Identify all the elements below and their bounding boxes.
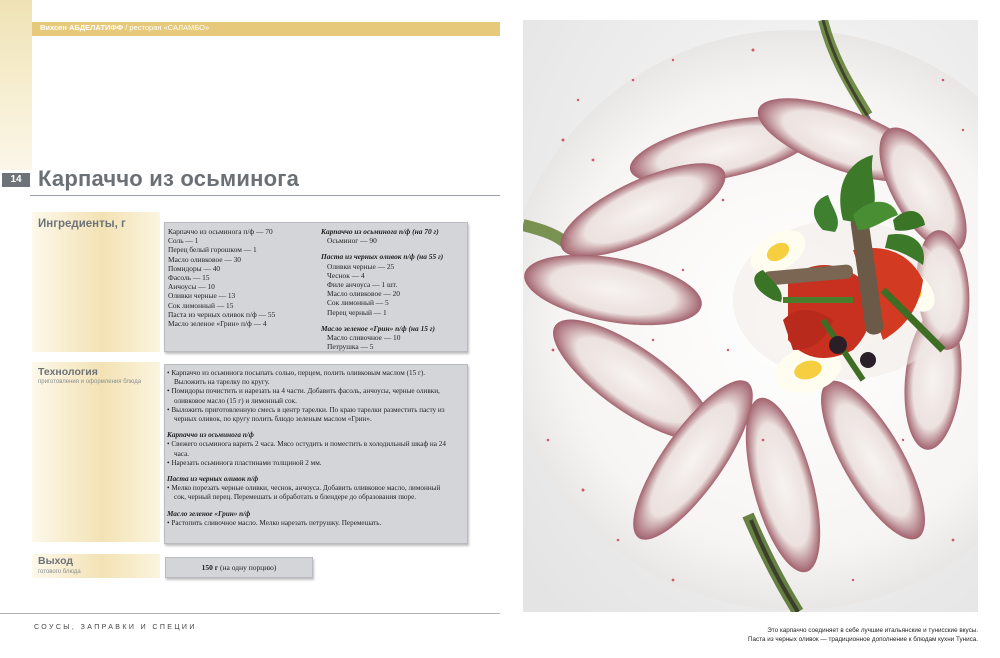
technology-step: • Свежего осьминога варить 2 часа. Мясо остудить и поместить в холодильный шкаф на 24 часа.	[167, 440, 447, 458]
ingredient-item: Масло оливковое — 30	[168, 254, 241, 264]
title-divider	[30, 195, 500, 196]
ingredient-group-title: Паста из черных оливок п/ф (на 55 г)	[321, 252, 444, 262]
ingredient-item: Чеснок — 4	[327, 270, 365, 280]
ingredient-item: Помидоры — 40	[168, 263, 221, 273]
octopus-carpaccio-photo-illustration	[523, 20, 978, 612]
technology-subsection-title: Паста из черных оливок п/ф	[167, 475, 259, 484]
ingredient-item: Паста из черных оливок п/ф — 55	[168, 309, 276, 319]
dish-photo	[523, 20, 978, 612]
yield-note: (на одну порцию)	[220, 563, 277, 572]
technology-subsection-title: Карпаччо из осьминога п/ф	[167, 431, 254, 440]
technology-text	[167, 369, 447, 528]
photo-caption	[748, 626, 978, 644]
technology-label-background	[32, 362, 160, 542]
ingredient-item: Анчоусы — 10	[168, 282, 215, 292]
ingredient-item: Соль — 1	[168, 236, 199, 246]
ingredient-item: Масло оливковое — 20	[327, 289, 400, 299]
ingredients-label-background	[32, 212, 160, 352]
footer-divider	[0, 613, 500, 614]
ingredient-item: Перец белый горошком — 1	[168, 245, 257, 255]
technology-step: • Выложить приготовленную смесь в центр тарелки. По краю тарелки разместить пасту из черных оливок, по кругу полить блюдо зеленым маслом «Грин».	[167, 406, 447, 424]
header-author: Вихсен АБДЕЛАТИФФ	[40, 23, 124, 32]
ingredient-group-title: Карпаччо из осьминога п/ф (на 70 г)	[321, 227, 439, 236]
running-footer: СОУСЫ, ЗАПРАВКИ И СПЕЦИИ	[34, 624, 197, 631]
technology-subsection-title: Масло зеленое «Грин» п/ф	[167, 509, 251, 518]
ingredient-item: Карпаччо из осьминога п/ф — 70	[168, 227, 273, 236]
yield-amount: 150 г	[201, 563, 219, 572]
ingredient-item: Оливки черные — 25	[327, 261, 395, 271]
technology-step: • Мелко порезать черные оливки, чеснок, анчоуса. Добавить оливковое масло, лимонный сок, черный перец. Перемешать и обработать в блендере до образования пюре.	[167, 484, 447, 502]
technology-heading: Технология	[38, 366, 98, 378]
technology-step: • Карпаччо из осьминога посыпать солью, перцем, полить оливковым маслом (15 г). Выложить на тарелку по кругу.	[167, 369, 447, 387]
ingredient-item: Петрушка — 5	[327, 342, 374, 352]
yield-heading: Выход	[38, 555, 74, 567]
ingredient-item: Филе анчоуса — 1 шт.	[327, 280, 398, 290]
yield-subheading: готового блюда	[38, 569, 81, 575]
ingredient-item: Перец черный — 1	[327, 307, 387, 317]
ingredients-heading: Ингредиенты, г	[38, 218, 126, 230]
ingredient-item: Оливки черные — 13	[168, 291, 236, 301]
caption-line: Это карпаччо соединяет в себе лучшие итальянские и тунисские вкусы.	[767, 627, 978, 634]
ingredients-group-list	[321, 227, 443, 351]
ingredient-item: Осьминог — 90	[327, 236, 377, 246]
caption-line: Паста из черных оливок — традиционное дополнение к блюдам кухни Туниса.	[748, 636, 978, 643]
technology-step: • Растопить сливочное масло. Мелко нарезать петрушку. Перемешать.	[167, 519, 447, 528]
ingredient-item: Сок лимонный — 5	[327, 298, 389, 308]
technology-step: • Нарезать осьминога пластинами толщиной 2 мм.	[167, 459, 447, 468]
technology-step: • Помидоры почистить и нарезать на 4 части. Добавить фасоль, анчоусы, черные оливки, оливковое масло (15 г) и лимонный сок.	[167, 387, 447, 405]
ingredient-item: Масло зеленое «Грин» п/ф — 4	[168, 319, 267, 329]
technology-subheading: приготовления и оформления блюда	[38, 379, 142, 385]
ingredient-group-title: Масло зеленое «Грин» п/ф (на 15 г)	[321, 323, 435, 333]
ingredient-item: Сок лимонный — 15	[168, 300, 234, 310]
yield-box	[165, 557, 313, 578]
ingredients-main-list	[168, 227, 275, 328]
header-restaurant: / ресторан «САЛАМБО»	[125, 23, 210, 32]
ingredient-item: Фасоль — 15	[168, 273, 210, 283]
corner-decoration	[0, 0, 32, 170]
page-title: Карпаччо из осьминога	[38, 166, 300, 191]
page-number: 14	[2, 173, 30, 187]
running-header	[40, 23, 209, 32]
ingredient-item: Масло сливочное — 10	[327, 333, 401, 343]
